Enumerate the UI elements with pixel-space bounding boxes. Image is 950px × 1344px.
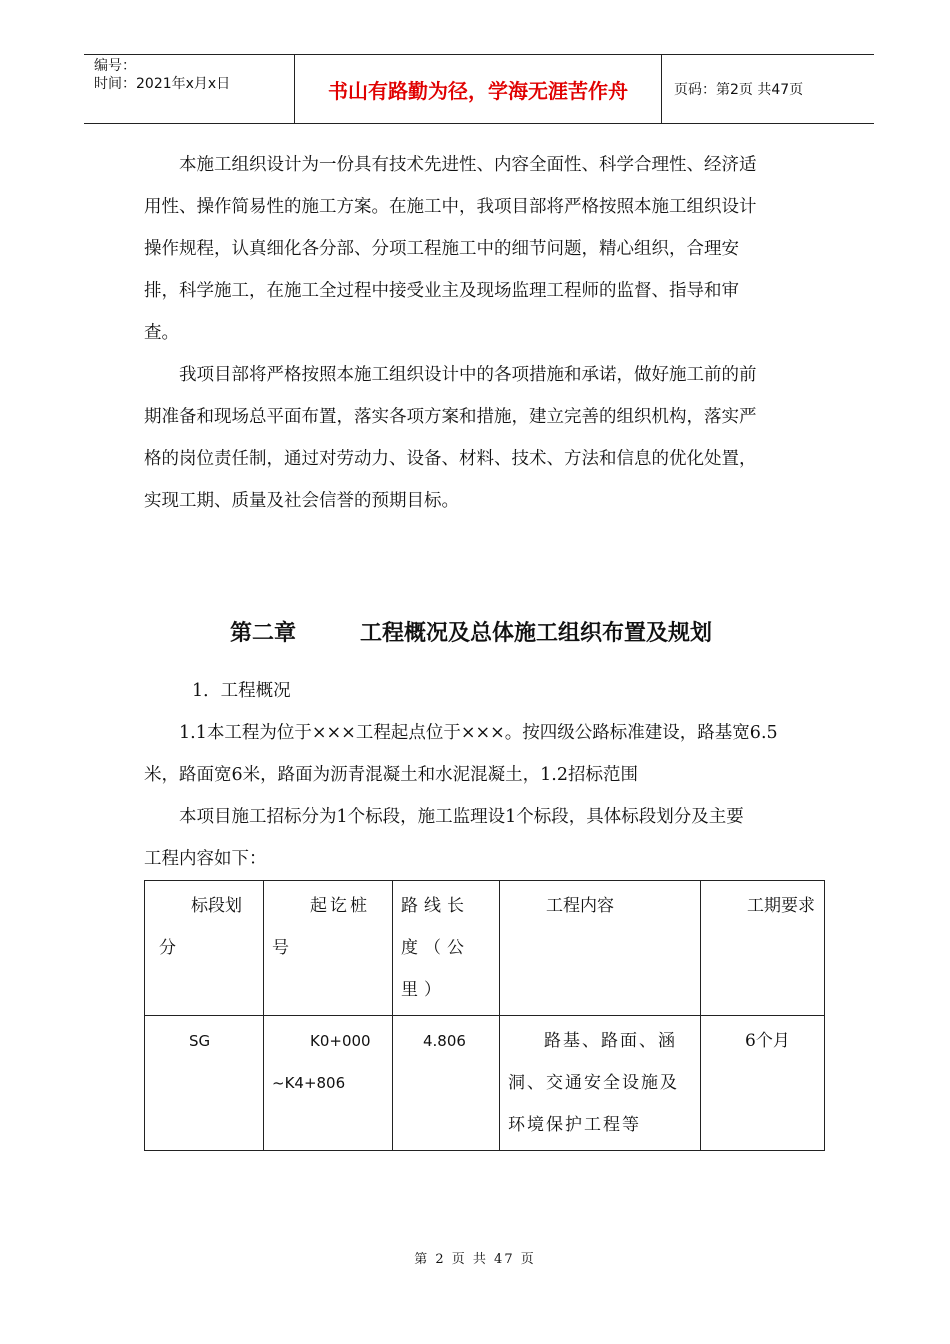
text-line: 用性、操作简易性的施工方案。在施工中，我项目部将严格按照本施工组织设计	[144, 197, 757, 217]
time-label: 时间：2021年x月x日	[94, 76, 231, 92]
intro-paragraph-1	[144, 144, 824, 354]
text-line: 1.1本工程为位于×××工程起点位于×××。按四级公路标准建设，路基宽6.5	[179, 723, 778, 743]
text-line: 工程内容如下：	[144, 849, 267, 869]
text-line: 查。	[144, 323, 179, 343]
text-line: 期准备和现场总平面布置，落实各项方案和措施，建立完善的组织机构，落实严	[144, 407, 757, 427]
text-line: 格的岗位责任制，通过对劳动力、设备、材料、技术、方法和信息的优化处置，	[144, 449, 757, 469]
header-cell: 路线长度（公里）	[393, 881, 500, 1016]
header-meta	[84, 55, 294, 123]
text-line: 实现工期、质量及社会信誉的预期目标。	[144, 491, 459, 511]
header-cell: 工期要求	[701, 881, 825, 1016]
header-motto: 书山有路勤为径，学海无涯苦作舟	[294, 55, 662, 123]
header-cell: 标段划分	[145, 881, 264, 1016]
table-row	[145, 1016, 825, 1151]
page-header	[84, 54, 874, 124]
stake-to: ~K4+806	[272, 1074, 346, 1092]
overview-heading-block	[144, 670, 824, 712]
text-line: 我项目部将严格按照本施工组织设计中的各项措施和承诺，做好施工前的前	[179, 365, 757, 385]
cell-content: 路基、路面、涵洞、交通安全设施及环境保护工程等	[500, 1016, 701, 1151]
section-table	[144, 880, 825, 1151]
text-line: 操作规程，认真细化各分部、分项工程施工中的细节问题，精心组织，合理安	[144, 239, 739, 259]
page-footer: 第 2 页 共 47 页	[414, 1252, 536, 1267]
text-line: 本施工组织设计为一份具有技术先进性、内容全面性、科学合理性、经济适	[179, 155, 757, 175]
text-line: 本项目施工招标分为1个标段，施工监理设1个标段，具体标段划分及主要	[179, 807, 744, 827]
chapter-title: 工程概况及总体施工组织布置及规划	[360, 621, 713, 646]
header-page-info: 页码：第2页 共47页	[674, 82, 804, 98]
number-label: 编号：	[94, 58, 136, 74]
text-line: 米，路面宽6米，路面为沥青混凝土和水泥混凝土，1.2招标范围	[144, 765, 638, 785]
overview-heading: 1．工程概况	[192, 681, 291, 701]
intro-paragraph-2	[144, 354, 824, 522]
chapter-heading	[230, 616, 712, 647]
table-header-row	[145, 881, 825, 1016]
overview-paragraph-2	[144, 796, 824, 880]
stake-from: K0+000	[310, 1032, 371, 1050]
cell-duration: 6个月	[701, 1016, 825, 1151]
text-line: 排，科学施工，在施工全过程中接受业主及现场监理工程师的监督、指导和审	[144, 281, 739, 301]
cell-stake	[264, 1016, 393, 1151]
header-cell: 工程内容	[500, 881, 701, 1016]
cell-length: 4.806	[393, 1016, 500, 1151]
chapter-number: 第二章	[230, 621, 297, 646]
header-cell: 起讫桩号	[264, 881, 393, 1016]
cell-section: SG	[145, 1016, 264, 1151]
overview-paragraph-1	[144, 712, 824, 796]
